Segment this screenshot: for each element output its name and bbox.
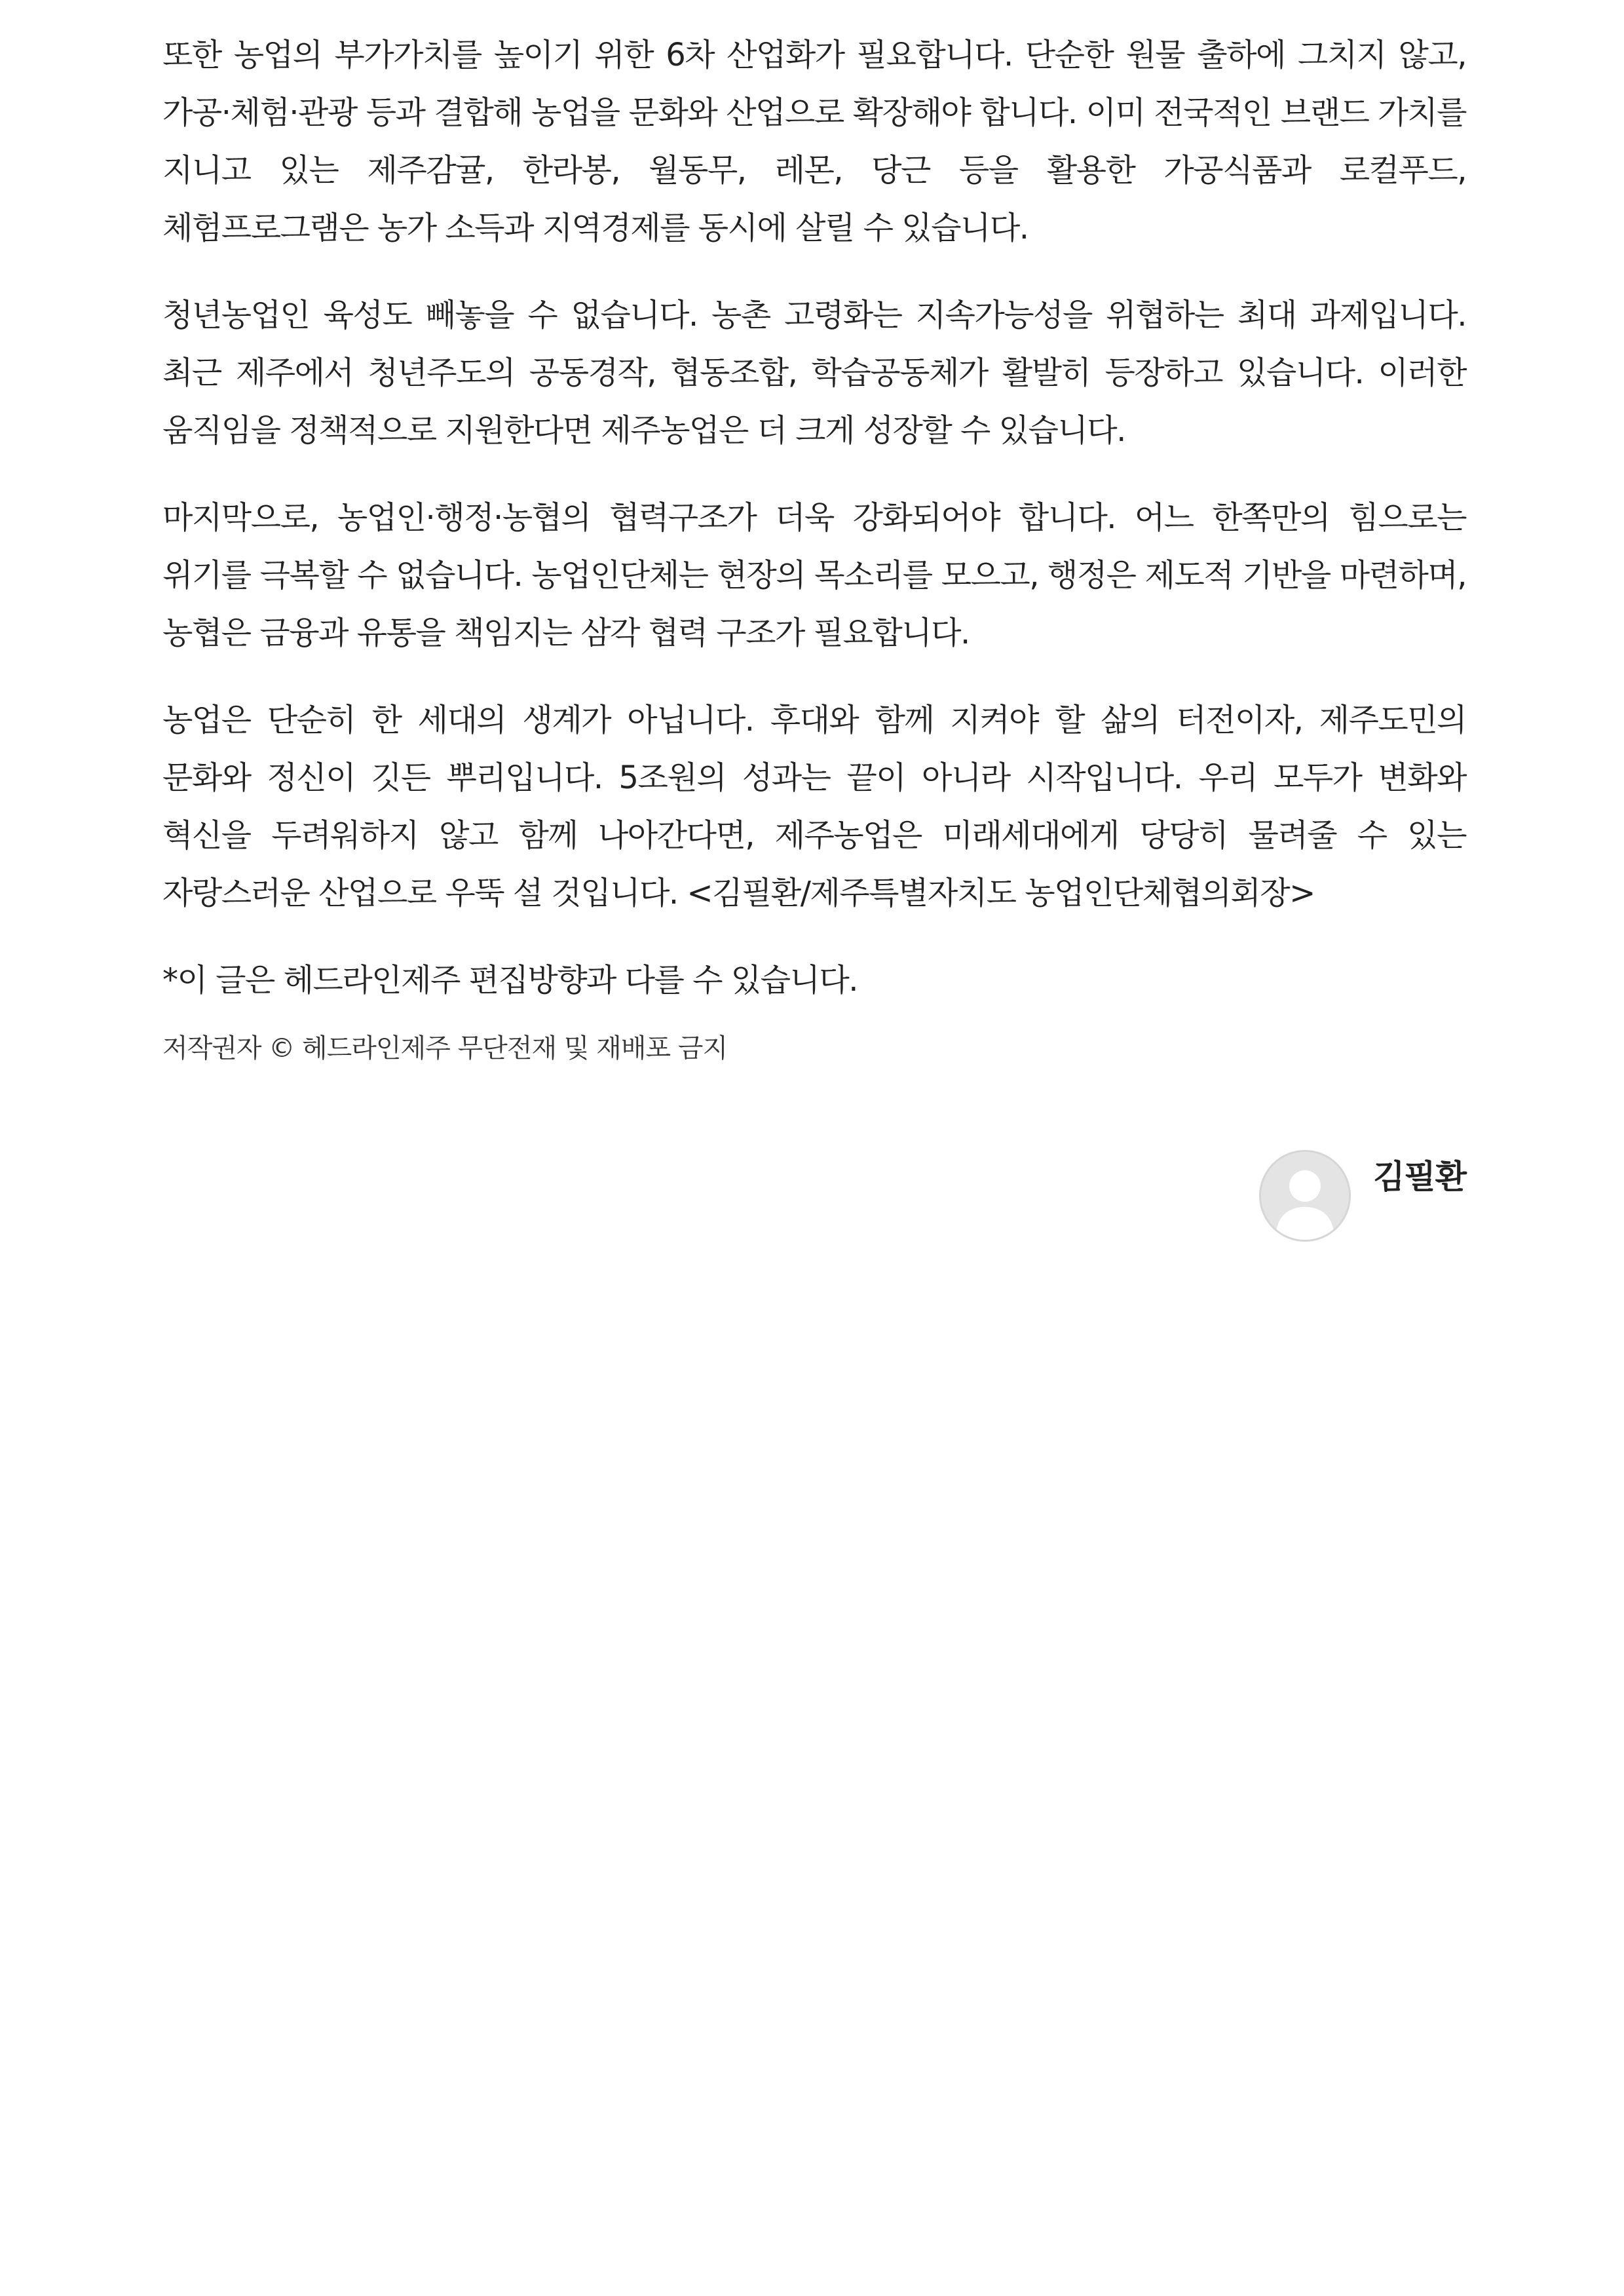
author-box[interactable]	[1259, 1150, 1466, 1242]
paragraph-cooperation: 마지막으로, 농업인·행정·농협의 협력구조가 더욱 강화되어야 합니다. 어느 한쪽만의 힘으로는 위기를 극복할 수 없습니다. 농업인단체는 현장의 목소리를 모으고, 행정은 제도적 기반을 마련하며, 농협은 금융과 유통을 책임지는 삼각 협력 구조가 필요합니다.	[162, 499, 1466, 651]
avatar[interactable]	[1259, 1150, 1351, 1242]
article	[162, 26, 1466, 1068]
article-body	[162, 26, 1466, 1009]
copyright-notice: 저작권자 © 헤드라인제주 무단전재 및 재배포 금지	[162, 1033, 728, 1063]
paragraph-young-farmers: 청년농업인 육성도 빼놓을 수 없습니다. 농촌 고령화는 지속가능성을 위협하는 최대 과제입니다. 최근 제주에서 청년주도의 공동경작, 협동조합, 학습공동체가 활발히 등장하고 있습니다. 이러한 움직임을 정책적으로 지원한다면 제주농업은 더 크게 성장할 수 있습니다.	[162, 297, 1466, 449]
default-user-avatar-icon	[1261, 1152, 1349, 1240]
paragraph-conclusion: 농업은 단순히 한 세대의 생계가 아닙니다. 후대와 함께 지켜야 할 삶의 터전이자, 제주도민의 문화와 정신이 깃든 뿌리입니다. 5조원의 성과는 끝이 아니라 시작입니다. 우리 모두가 변화와 혁신을 두려워하지 않고 함께 나아간다면, 제주농업은 미래세대에게 당당히 물려줄 수 있는 자랑스러운 산업으로 우뚝 설 것입니다. <김필환/제주특별자치도 농업인단체협의회장>	[162, 702, 1466, 911]
author-name[interactable]: 김필환	[1373, 1158, 1466, 1196]
editorial-note: *이 글은 헤드라인제주 편집방향과 다를 수 있습니다.	[162, 962, 858, 999]
paragraph-value-added: 또한 농업의 부가가치를 높이기 위한 6차 산업화가 필요합니다. 단순한 원물 출하에 그치지 않고, 가공·체험·관광 등과 결합해 농업을 문화와 산업으로 확장해야 합니다. 이미 전국적인 브랜드 가치를 지니고 있는 제주감귤, 한라봉, 월동무, 레몬, 당근 등을 활용한 가공식품과 로컬푸드, 체험프로그램은 농가 소득과 지역경제를 동시에 살릴 수 있습니다.	[162, 37, 1466, 246]
